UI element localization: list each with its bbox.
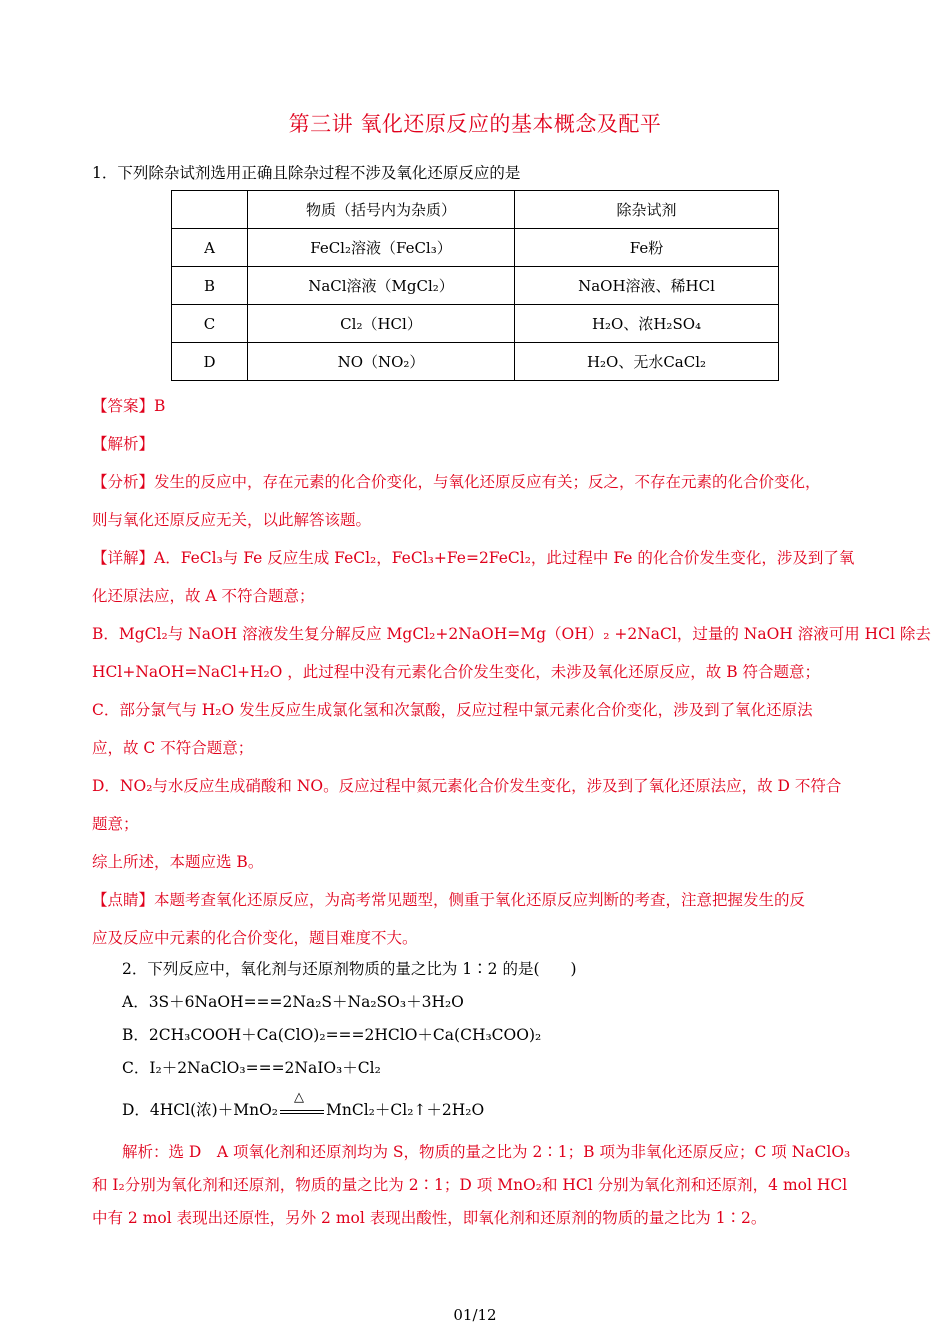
row-label: D bbox=[172, 343, 248, 381]
analysis-line: 则与氧化还原反应无关，以此解答该题。 bbox=[92, 511, 372, 529]
row-reagent: NaOH溶液、稀HCl bbox=[515, 267, 779, 305]
question-2-stem: 2．下列反应中，氧化剂与还原剂物质的量之比为 1∶2 的是( ) bbox=[122, 960, 577, 978]
answer-line: 【答案】B bbox=[92, 397, 166, 415]
table-row bbox=[172, 305, 779, 343]
heat-equals-arrow bbox=[280, 1090, 324, 1118]
row-reagent: H₂O、浓H₂SO₄ bbox=[515, 305, 779, 343]
table-row bbox=[172, 229, 779, 267]
page-title: 第三讲 氧化还原反应的基本概念及配平 bbox=[288, 112, 662, 136]
analysis-heading: 【解析】 bbox=[92, 435, 155, 453]
analysis-line: 化还原法应，故 A 不符合题意； bbox=[92, 587, 315, 605]
analysis-line: 综上所述，本题应选 B。 bbox=[92, 853, 264, 871]
analysis-line: C．部分氯气与 H₂O 发生反应生成氯化氢和次氯酸，反应过程中氯元素化合价变化，涉及到了氧化还原法 bbox=[92, 701, 813, 719]
table-header-cell bbox=[172, 191, 248, 229]
analysis-line: 【分析】发生的反应中，存在元素的化合价变化，与氧化还原反应有关；反之，不存在元素的化合价变化， bbox=[92, 473, 821, 491]
row-substance: Cl₂（HCl） bbox=[248, 305, 515, 343]
analysis-line: D．NO₂与水反应生成硝酸和 NO。反应过程中氮元素化合价发生变化，涉及到了氧化还原法应，故 D 不符合 bbox=[92, 777, 842, 795]
analysis-line: 【点睛】本题考查氧化还原反应，为高考常见题型，侧重于氧化还原反应判断的考查，注意把握发生的反 bbox=[92, 891, 806, 909]
row-reagent: H₂O、无水CaCl₂ bbox=[515, 343, 779, 381]
table-row bbox=[172, 267, 779, 305]
row-substance: NaCl溶液（MgCl₂） bbox=[248, 267, 515, 305]
analysis-line: B．MgCl₂与 NaOH 溶液发生复分解反应 MgCl₂+2NaOH=Mg（OH）₂ +2NaCl，过量的 NaOH 溶液可用 HCl 除去 bbox=[92, 625, 931, 643]
row-label: A bbox=[172, 229, 248, 267]
row-label: B bbox=[172, 267, 248, 305]
table-header-cell: 除杂试剂 bbox=[515, 191, 779, 229]
row-substance: NO（NO₂） bbox=[248, 343, 515, 381]
reagent-table bbox=[171, 190, 779, 381]
row-label: C bbox=[172, 305, 248, 343]
analysis-line: 题意； bbox=[92, 815, 139, 833]
analysis-line: 应，故 C 不符合题意； bbox=[92, 739, 254, 757]
row-substance: FeCl₂溶液（FeCl₃） bbox=[248, 229, 515, 267]
option-b: B．2CH₃COOH＋Ca(ClO)₂===2HClO＋Ca(CH₃COO)₂ bbox=[122, 1026, 542, 1044]
option-d bbox=[122, 1090, 485, 1120]
analysis-line: HCl+NaOH=NaCl+H₂O ，此过程中没有元素化合价发生变化，未涉及氧化还原反应，故 B 符合题意； bbox=[92, 663, 821, 681]
explanation-line: 中有 2 mol 表现出还原性，另外 2 mol 表现出酸性，即氧化剂和还原剂的物质的量之比为 1∶2。 bbox=[92, 1209, 767, 1227]
table-header-cell: 物质（括号内为杂质） bbox=[248, 191, 515, 229]
analysis-line: 应及反应中元素的化合价变化，题目难度不大。 bbox=[92, 929, 418, 947]
option-a: A．3S＋6NaOH===2Na₂S＋Na₂SO₃＋3H₂O bbox=[122, 993, 464, 1011]
question-1-stem: 1．下列除杂试剂选用正确且除杂过程不涉及氧化还原反应的是 bbox=[92, 164, 521, 182]
row-reagent: Fe粉 bbox=[515, 229, 779, 267]
page-number: 01/12 bbox=[453, 1306, 497, 1324]
option-d-reactants: D．4HCl(浓)＋MnO₂ bbox=[122, 1101, 278, 1119]
table-header-row bbox=[172, 191, 779, 229]
table-row bbox=[172, 343, 779, 381]
option-c: C．I₂＋2NaClO₃===2NaIO₃＋Cl₂ bbox=[122, 1059, 381, 1077]
heat-symbol: △ bbox=[294, 1090, 304, 1105]
explanation-line: 和 I₂分别为氧化剂和还原剂，物质的量之比为 2∶1；D 项 MnO₂和 HCl 分别为氧化剂和还原剂，4 mol HCl bbox=[92, 1176, 848, 1194]
analysis-line: 【详解】A．FeCl₃与 Fe 反应生成 FeCl₂，FeCl₃+Fe=2FeCl₂，此过程中 Fe 的化合价发生变化，涉及到了氧 bbox=[92, 549, 855, 567]
explanation-line: 解析：选 D A 项氧化剂和还原剂均为 S，物质的量之比为 2∶1；B 项为非氧化还原反应；C 项 NaClO₃ bbox=[122, 1143, 851, 1161]
option-d-products: MnCl₂＋Cl₂↑＋2H₂O bbox=[326, 1101, 485, 1119]
